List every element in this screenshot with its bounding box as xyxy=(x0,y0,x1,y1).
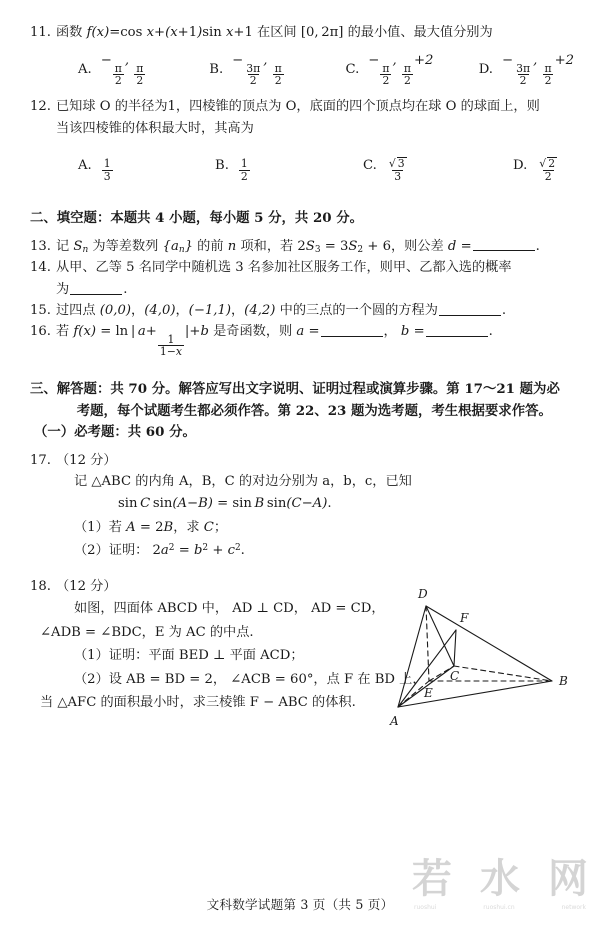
section-2-text xyxy=(57,208,574,229)
q18-line-2: ∠ADB = ∠BDC，E 为 AC 的中点. xyxy=(40,624,254,640)
question-17-points: （12 分） xyxy=(56,452,117,468)
q12-line-1: 已知球 O 的半径为1，四棱锥的顶点为 O，底面的四个顶点均在球 O 的球面上，则 xyxy=(56,99,540,115)
q12-choice-d[interactable]: D. $\frac{√ 2}{2}$ xyxy=(513,157,556,183)
question-11 xyxy=(26,22,574,43)
edge-D-A xyxy=(398,606,426,707)
q15-text-pre: 过四点 xyxy=(56,303,100,318)
question-16-number: 16. xyxy=(30,324,51,340)
q13-equation: $2S_3 = 3S_2 + 6$ xyxy=(297,238,391,255)
q11-stem-post: 的最小值、最大值分别为 xyxy=(343,25,493,40)
q12-choice-c[interactable]: C. $\frac{√ 3}{3}$ xyxy=(363,157,405,183)
q13-text-e: ，则公差 xyxy=(390,238,448,254)
q13-text-b: 为等差数列 xyxy=(88,238,163,254)
q13-text-f: = xyxy=(456,238,472,254)
q18-part-2-cont: 当 △AFC 的面积最小时，求三棱锥 F − ABC 的体积. xyxy=(40,695,356,711)
question-17 xyxy=(26,450,574,471)
question-12-number: 12. xyxy=(30,99,51,115)
question-16-stem: 若 f(x) = ln | a+ $\frac{1}{1-x}$ |+b 是奇函数，则 a = ， b = . xyxy=(56,324,493,358)
q13-text-a: 记 xyxy=(56,238,74,254)
question-17-part-1: （1）若 A = 2B，求 C； xyxy=(74,519,228,535)
q16-answer-blank-b[interactable] xyxy=(426,325,488,338)
section-3-header xyxy=(26,379,574,422)
figure-label-B: B xyxy=(559,673,568,688)
watermark-char-3: 网 xyxy=(548,856,588,902)
q12-choice-d-label: D. xyxy=(513,158,528,174)
q16-answer-blank-a[interactable] xyxy=(321,325,383,338)
question-12-choices xyxy=(26,149,574,182)
question-12-stem xyxy=(56,96,574,139)
figure-label-C: C xyxy=(450,668,460,683)
q11-function-expression: f(x)=cos x+(x+1)sin x+1 xyxy=(86,25,253,40)
watermark-pinyin-2: ruoshui.cn xyxy=(483,904,515,911)
q16-text-mid: 是奇函数，则 xyxy=(208,324,297,340)
figure-label-F: F xyxy=(460,610,469,625)
q11-choice-c-label: C. xyxy=(345,62,360,78)
watermark-characters xyxy=(412,856,588,902)
q18-line-1: 如图，四面体 ABCD 中， AD ⊥ CD， AD = CD， xyxy=(74,601,385,617)
question-16 xyxy=(26,321,574,357)
question-13-number: 13. xyxy=(30,238,51,254)
q14-line-2-pre: 为 xyxy=(56,281,70,297)
question-18-number: 18. xyxy=(30,578,51,594)
watermark-char-1: 若 xyxy=(412,856,452,902)
watermark-char-2: 水 xyxy=(480,856,520,902)
question-15 xyxy=(26,300,574,321)
q15-point-4: (4,2) xyxy=(244,303,276,318)
edge-C-B-dashed xyxy=(454,666,552,681)
watermark-pinyin-3: network xyxy=(561,904,586,911)
question-14-stem xyxy=(56,257,574,300)
question-17-number: 17. xyxy=(30,452,51,468)
section-2-marker: 二、 xyxy=(30,210,57,227)
q12-line-2: 当该四棱锥的体积最大时，其高为 xyxy=(56,120,254,136)
q16-text-pre: 若 xyxy=(56,324,74,340)
q15-point-1: (0,0) xyxy=(99,303,132,318)
question-18-body xyxy=(26,597,426,715)
question-13-stem: 记 $S_n$ 为等差数列 $\{a_n\}$ 的前 n 项和，若 $2S_3 = 3S_2 + 6$，则公差 d = . xyxy=(56,238,540,255)
figure-label-D: D xyxy=(418,586,428,601)
q16-function-expression: f(x) = ln | a+ $\frac{1}{1-x}$ |+b xyxy=(73,324,209,358)
edge-D-E xyxy=(426,606,454,666)
question-12 xyxy=(26,96,574,139)
q11-choice-b[interactable]: B. − $\frac{3\pi}{2}$ , $\frac{\pi}{2}$ xyxy=(209,53,282,87)
q15-point-2: (4,0) xyxy=(144,303,176,318)
q18-part-2: （2）设 AB = BD = 2， ∠ACB = 60°，点 F 在 BD 上， xyxy=(74,671,426,687)
section-3-title: 解答题： xyxy=(56,381,111,398)
question-11-number: 11. xyxy=(30,25,51,40)
figure-label-E: E xyxy=(424,685,433,700)
section-2-title: 填空题： xyxy=(56,210,111,227)
question-17-equation: sin C sin(A−B) = sin B sin(C−A). xyxy=(118,496,332,512)
question-17-part-2: （2）证明： $2a^2 = b^2 + c^2$. xyxy=(74,543,245,559)
edge-D-B xyxy=(426,606,552,681)
edge-F-C xyxy=(454,630,456,666)
q11-stem-mid: 在区间 xyxy=(252,25,301,40)
question-11-stem: 函数 f(x)=cos x+(x+1)sin x+1 在区间 [0, 2π] 的最小值、最大值分别为 xyxy=(56,25,493,40)
q18-part-1: （1）证明：平面 BED ⊥ 平面 ACD； xyxy=(74,648,304,664)
q11-stem-pre: 函数 xyxy=(56,25,87,40)
q14-answer-blank[interactable] xyxy=(70,282,122,295)
section-3-text xyxy=(57,379,574,422)
q15-text-post: 中的三点的一个圆的方程为 xyxy=(275,303,438,318)
question-17-stem: 记 △ABC 的内角 A，B，C 的对边分别为 a，b，c，已知 xyxy=(74,474,412,490)
question-18 xyxy=(26,576,574,728)
q14-line-1: 从甲、乙等 5 名同学中随机选 3 名参加社区服务工作，则甲、乙都入选的概率 xyxy=(56,260,512,276)
q16-eq-2: = xyxy=(409,324,425,340)
q12-choice-a[interactable]: A. $\frac{1}{3}$ xyxy=(78,157,111,183)
q13-answer-blank[interactable] xyxy=(473,239,535,252)
q15-answer-blank[interactable] xyxy=(439,303,501,316)
q12-choice-b[interactable]: B. $\frac{1}{2}$ xyxy=(215,157,248,183)
q16-eq-1: = xyxy=(304,324,320,340)
q14-line-2: 为 . xyxy=(56,281,128,297)
question-15-number: 15. xyxy=(30,303,51,318)
q11-choice-c[interactable]: C. − $\frac{\pi}{2}$ , $\frac{\pi}{2}$ +2 xyxy=(345,53,434,87)
question-11-choices xyxy=(26,53,574,86)
question-13 xyxy=(26,236,574,258)
q11-choice-b-label: B. xyxy=(209,62,224,78)
section-3-marker: 三、 xyxy=(30,381,57,398)
question-18-points: （12 分） xyxy=(56,578,117,594)
q16-var-a: a xyxy=(296,324,305,340)
question-15-stem: 过四点 (0,0)，(4,0)，(−1,1)，(4,2) 中的三点的一个圆的方程为 . xyxy=(56,303,507,318)
question-18-figure xyxy=(384,580,580,732)
q12-choice-a-label: A. xyxy=(78,158,92,174)
q13-text-c: 的前 xyxy=(192,238,228,254)
figure-label-A: A xyxy=(390,713,399,728)
section-3-detail-1: 共 70 分。解答应写出文字说明、证明过程或演算步骤。第 17～21 题为必 xyxy=(110,381,560,398)
question-14 xyxy=(26,257,574,300)
edge-A-B xyxy=(398,681,552,707)
question-14-number: 14. xyxy=(30,260,51,276)
section-3-detail-2: 考题，每个试题考生都必须作答。第 22、23 题为选考题，考生根据要求作答。 xyxy=(76,402,552,419)
section-2-header xyxy=(26,208,574,229)
q11-choice-a-label: A. xyxy=(78,62,92,78)
q15-point-3: (−1,1) xyxy=(188,303,231,318)
q12-choice-c-label: C. xyxy=(363,158,377,174)
page-footer: 文科数学试题第 3 页（共 5 页） xyxy=(206,897,394,912)
section-3-subsection: （一）必考题：共 60 分。 xyxy=(34,424,196,441)
q13-text-d: 项和，若 xyxy=(236,238,298,254)
q11-choice-d-label: D. xyxy=(478,62,493,78)
section-2-detail: 本题共 4 小题，每小题 5 分，共 20 分。 xyxy=(110,210,364,227)
q11-choice-a[interactable]: A. − $\frac{\pi}{2}$ , $\frac{\pi}{2}$ xyxy=(78,53,144,87)
q16-var-b: b xyxy=(400,324,410,340)
q11-choice-d[interactable]: D. − $\frac{3\pi}{2}$ , $\frac{\pi}{2}$ +2 xyxy=(478,53,575,87)
watermark-pinyin-1: ruoshui xyxy=(414,904,437,911)
q12-choice-b-label: B. xyxy=(215,158,229,174)
